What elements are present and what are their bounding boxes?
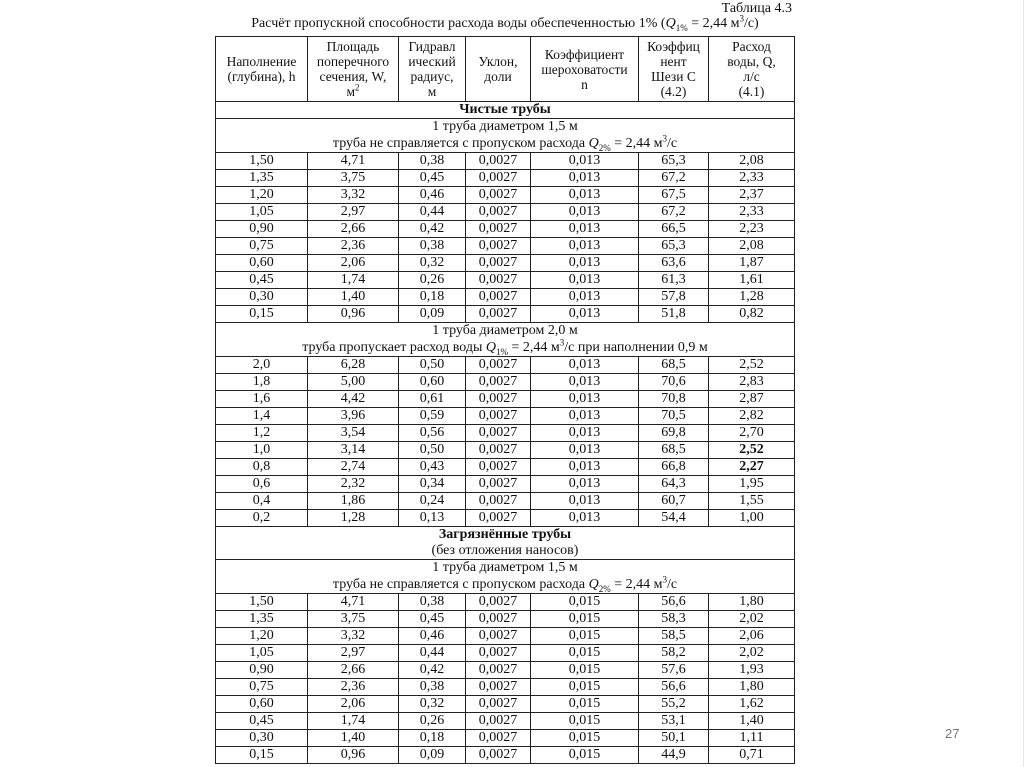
group-header-row	[216, 560, 795, 594]
cell-area: 2,97	[308, 645, 399, 662]
cell-fill-depth: 0,15	[216, 747, 308, 764]
cell-area: 2,36	[308, 679, 399, 696]
cell-roughness: 0,015	[531, 730, 639, 747]
cell-roughness: 0,013	[531, 170, 639, 187]
cell-slope: 0,0027	[466, 425, 531, 442]
group-header-row	[216, 323, 795, 357]
cell-area: 2,66	[308, 662, 399, 679]
table-row	[216, 679, 795, 696]
cell-roughness: 0,013	[531, 476, 639, 493]
cell-area: 2,36	[308, 238, 399, 255]
cell-flow: 2,70	[709, 425, 795, 442]
table-row	[216, 306, 795, 323]
table-row	[216, 594, 795, 611]
cell-chezy: 57,8	[639, 289, 709, 306]
cell-area: 4,42	[308, 391, 399, 408]
table-row	[216, 662, 795, 679]
cell-area: 2,74	[308, 459, 399, 476]
cell-hydraulic-radius: 0,18	[399, 289, 466, 306]
cell-hydraulic-radius: 0,44	[399, 204, 466, 221]
header-chezy-coefficient: Коэффиц нент Шези С (4.2)	[639, 37, 709, 102]
table-row	[216, 238, 795, 255]
cell-roughness: 0,013	[531, 255, 639, 272]
cell-chezy: 68,5	[639, 442, 709, 459]
cell-flow: 2,08	[709, 153, 795, 170]
cell-fill-depth: 1,8	[216, 374, 308, 391]
cell-roughness: 0,013	[531, 204, 639, 221]
cell-flow: 1,11	[709, 730, 795, 747]
cell-fill-depth: 0,30	[216, 289, 308, 306]
cell-roughness: 0,013	[531, 272, 639, 289]
cell-flow: 2,82	[709, 408, 795, 425]
cell-slope: 0,0027	[466, 357, 531, 374]
cell-chezy: 70,8	[639, 391, 709, 408]
cell-hydraulic-radius: 0,38	[399, 153, 466, 170]
cell-area: 0,96	[308, 747, 399, 764]
cell-chezy: 54,4	[639, 510, 709, 527]
cell-chezy: 51,8	[639, 306, 709, 323]
cell-hydraulic-radius: 0,18	[399, 730, 466, 747]
cell-slope: 0,0027	[466, 611, 531, 628]
table-body	[216, 102, 795, 764]
table-row	[216, 391, 795, 408]
group-line-1: 1 труба диаметром 2,0 м	[432, 323, 578, 338]
cell-area: 1,74	[308, 272, 399, 289]
cell-slope: 0,0027	[466, 408, 531, 425]
cell-slope: 0,0027	[466, 730, 531, 747]
cell-flow: 1,40	[709, 713, 795, 730]
cell-area: 1,40	[308, 730, 399, 747]
group-line2-sup: 3	[662, 573, 667, 584]
title-q-symbol: Q	[665, 16, 676, 31]
table-row	[216, 628, 795, 645]
cell-roughness: 0,013	[531, 408, 639, 425]
cell-roughness: 0,015	[531, 594, 639, 611]
cell-slope: 0,0027	[466, 747, 531, 764]
group-line-1: 1 труба диаметром 1,5 м	[432, 560, 578, 575]
table-row	[216, 187, 795, 204]
cell-fill-depth: 1,05	[216, 204, 308, 221]
cell-area: 3,75	[308, 170, 399, 187]
cell-chezy: 66,8	[639, 459, 709, 476]
cell-flow: 1,87	[709, 255, 795, 272]
group-line2-value: = 2,44 м	[610, 135, 663, 151]
cell-fill-depth: 0,4	[216, 493, 308, 510]
header-cross-section-area: Площадь поперечного сечения, W, $м^2$	[308, 37, 399, 102]
cell-slope: 0,0027	[466, 442, 531, 459]
cell-roughness: 0,015	[531, 679, 639, 696]
cell-fill-depth: 0,15	[216, 306, 308, 323]
cell-fill-depth: 1,0	[216, 442, 308, 459]
cell-roughness: 0,015	[531, 645, 639, 662]
table-row	[216, 459, 795, 476]
cell-chezy: 64,3	[639, 476, 709, 493]
table-row	[216, 645, 795, 662]
cell-roughness: 0,013	[531, 425, 639, 442]
table-row	[216, 255, 795, 272]
cell-flow: 2,33	[709, 170, 795, 187]
group-line2-q: Q	[485, 339, 497, 355]
cell-fill-depth: 1,4	[216, 408, 308, 425]
cell-fill-depth: 0,8	[216, 459, 308, 476]
group-line2-sup: 3	[559, 336, 565, 347]
cell-slope: 0,0027	[466, 204, 531, 221]
group-line2-prefix: труба пропускает расход воды	[302, 339, 486, 355]
cell-fill-depth: 0,45	[216, 713, 308, 730]
cell-fill-depth: 2,0	[216, 357, 308, 374]
cell-chezy: 58,3	[639, 611, 709, 628]
table-row	[216, 357, 795, 374]
cell-slope: 0,0027	[466, 153, 531, 170]
header-slope: Уклон, доли	[466, 37, 531, 102]
cell-fill-depth: 1,2	[216, 425, 308, 442]
cell-hydraulic-radius: 0,50	[399, 357, 466, 374]
cell-flow: 1,55	[709, 493, 795, 510]
cell-hydraulic-radius: 0,34	[399, 476, 466, 493]
cell-roughness: 0,015	[531, 611, 639, 628]
cell-hydraulic-radius: 0,61	[399, 391, 466, 408]
cell-fill-depth: 0,2	[216, 510, 308, 527]
cell-hydraulic-radius: 0,38	[399, 679, 466, 696]
group-line-2	[216, 132, 794, 153]
table-row	[216, 713, 795, 730]
cell-area: 3,75	[308, 611, 399, 628]
cell-fill-depth: 0,60	[216, 696, 308, 713]
cell-slope: 0,0027	[466, 696, 531, 713]
cell-fill-depth: 0,90	[216, 221, 308, 238]
cell-flow: 2,37	[709, 187, 795, 204]
cell-area: 2,06	[308, 696, 399, 713]
cell-slope: 0,0027	[466, 628, 531, 645]
cell-roughness: 0,015	[531, 628, 639, 645]
group-line2-prefix: труба не справляется с пропуском расхода	[332, 576, 589, 592]
header-roughness-coefficient: Коэффициент шероховатости n	[531, 37, 639, 102]
table-row	[216, 747, 795, 764]
cell-hydraulic-radius: 0,50	[399, 442, 466, 459]
page-number: 27	[945, 726, 960, 741]
group-line2-sub: 1%	[496, 346, 509, 357]
cell-slope: 0,0027	[466, 238, 531, 255]
cell-hydraulic-radius: 0,46	[399, 628, 466, 645]
group-line2-end: /с при наполнении 0,9 м	[564, 339, 708, 355]
cell-area: 3,54	[308, 425, 399, 442]
cell-hydraulic-radius: 0,13	[399, 510, 466, 527]
table-row	[216, 408, 795, 425]
cell-chezy: 58,5	[639, 628, 709, 645]
table-row	[216, 374, 795, 391]
cell-chezy: 50,1	[639, 730, 709, 747]
cell-hydraulic-radius: 0,59	[399, 408, 466, 425]
cell-flow: 0,71	[709, 747, 795, 764]
cell-hydraulic-radius: 0,26	[399, 713, 466, 730]
cell-area: 3,32	[308, 628, 399, 645]
section-title	[216, 102, 795, 119]
cell-flow: 1,28	[709, 289, 795, 306]
cell-slope: 0,0027	[466, 374, 531, 391]
cell-slope: 0,0027	[466, 187, 531, 204]
group-line2-q: Q	[588, 576, 599, 592]
cell-slope: 0,0027	[466, 459, 531, 476]
cell-roughness: 0,013	[531, 289, 639, 306]
section-subtitle: (без отложения наносов)	[431, 543, 579, 558]
flow-capacity-table	[215, 36, 795, 764]
title-end: /с)	[743, 16, 759, 31]
cell-roughness: 0,015	[531, 747, 639, 764]
cell-chezy: 61,3	[639, 272, 709, 289]
cell-chezy: 56,6	[639, 679, 709, 696]
cell-area: 3,32	[308, 187, 399, 204]
cell-hydraulic-radius: 0,46	[399, 187, 466, 204]
header-row	[216, 37, 795, 102]
cell-fill-depth: 1,20	[216, 628, 308, 645]
cell-hydraulic-radius: 0,09	[399, 747, 466, 764]
table-row	[216, 272, 795, 289]
table-row	[216, 611, 795, 628]
cell-hydraulic-radius: 0,42	[399, 221, 466, 238]
cell-hydraulic-radius: 0,32	[399, 696, 466, 713]
group-line2-sup: 3	[662, 132, 667, 143]
table-row	[216, 425, 795, 442]
cell-area: 2,32	[308, 476, 399, 493]
cell-chezy: 57,6	[639, 662, 709, 679]
table-row	[216, 170, 795, 187]
cell-hydraulic-radius: 0,45	[399, 611, 466, 628]
cell-roughness: 0,013	[531, 357, 639, 374]
cell-chezy: 60,7	[639, 493, 709, 510]
cell-slope: 0,0027	[466, 272, 531, 289]
cell-chezy: 56,6	[639, 594, 709, 611]
table-row	[216, 289, 795, 306]
cell-roughness: 0,013	[531, 510, 639, 527]
cell-fill-depth: 0,60	[216, 255, 308, 272]
header-fill-depth: Наполнение (глубина), h	[216, 37, 308, 102]
cell-area: 1,86	[308, 493, 399, 510]
cell-roughness: 0,013	[531, 493, 639, 510]
cell-area: 5,00	[308, 374, 399, 391]
cell-flow: 2,08	[709, 238, 795, 255]
group-line2-value: = 2,44 м	[508, 339, 560, 355]
cell-area: 1,28	[308, 510, 399, 527]
cell-chezy: 65,3	[639, 153, 709, 170]
cell-chezy: 63,6	[639, 255, 709, 272]
cell-chezy: 67,2	[639, 204, 709, 221]
cell-roughness: 0,015	[531, 662, 639, 679]
group-line2-end: /с	[666, 135, 678, 151]
cell-hydraulic-radius: 0,32	[399, 255, 466, 272]
cell-roughness: 0,013	[531, 306, 639, 323]
cell-roughness: 0,013	[531, 153, 639, 170]
header-water-flow: Расход воды, Q, л/с (4.1)	[709, 37, 795, 102]
table-row	[216, 730, 795, 747]
cell-area: 3,96	[308, 408, 399, 425]
cell-chezy: 53,1	[639, 713, 709, 730]
cell-hydraulic-radius: 0,42	[399, 662, 466, 679]
cell-slope: 0,0027	[466, 391, 531, 408]
cell-flow: 2,52	[709, 357, 795, 374]
cell-flow: 0,82	[709, 306, 795, 323]
cell-slope: 0,0027	[466, 510, 531, 527]
cell-chezy: 58,2	[639, 645, 709, 662]
cell-chezy: 44,9	[639, 747, 709, 764]
group-description	[216, 323, 795, 357]
cell-roughness: 0,013	[531, 459, 639, 476]
cell-flow: 1,93	[709, 662, 795, 679]
cell-hydraulic-radius: 0,60	[399, 374, 466, 391]
cell-fill-depth: 1,35	[216, 170, 308, 187]
table-row	[216, 204, 795, 221]
table-row	[216, 510, 795, 527]
cell-flow: 2,27	[709, 459, 795, 476]
cell-fill-depth: 1,50	[216, 594, 308, 611]
cell-slope: 0,0027	[466, 662, 531, 679]
cell-fill-depth: 1,05	[216, 645, 308, 662]
header-hydraulic-radius: Гидравл ический радиус, м	[399, 37, 466, 102]
cell-chezy: 70,5	[639, 408, 709, 425]
cell-fill-depth: 0,6	[216, 476, 308, 493]
cell-slope: 0,0027	[466, 679, 531, 696]
cell-slope: 0,0027	[466, 255, 531, 272]
cell-chezy: 69,8	[639, 425, 709, 442]
group-line-2	[216, 336, 794, 357]
cell-fill-depth: 0,75	[216, 238, 308, 255]
cell-flow: 2,02	[709, 645, 795, 662]
cell-roughness: 0,013	[531, 442, 639, 459]
cell-fill-depth: 1,6	[216, 391, 308, 408]
cell-chezy: 67,2	[639, 170, 709, 187]
cell-flow: 2,83	[709, 374, 795, 391]
cell-roughness: 0,013	[531, 238, 639, 255]
cell-roughness: 0,015	[531, 696, 639, 713]
cell-area: 2,66	[308, 221, 399, 238]
group-line-1: 1 труба диаметром 1,5 м	[432, 119, 578, 134]
cell-roughness: 0,015	[531, 713, 639, 730]
cell-hydraulic-radius: 0,38	[399, 594, 466, 611]
cell-flow: 2,02	[709, 611, 795, 628]
group-line2-sub: 2%	[598, 583, 611, 594]
table-row	[216, 221, 795, 238]
cell-fill-depth: 0,30	[216, 730, 308, 747]
cell-slope: 0,0027	[466, 645, 531, 662]
group-line2-prefix: труба не справляется с пропуском расхода	[332, 135, 589, 151]
cell-slope: 0,0027	[466, 289, 531, 306]
cell-roughness: 0,013	[531, 391, 639, 408]
group-description	[216, 119, 795, 153]
cell-fill-depth: 0,90	[216, 662, 308, 679]
group-line2-sub: 2%	[598, 142, 611, 153]
table-row	[216, 442, 795, 459]
cell-slope: 0,0027	[466, 476, 531, 493]
cell-fill-depth: 1,35	[216, 611, 308, 628]
cell-roughness: 0,013	[531, 187, 639, 204]
title-unit-sup: 3	[739, 13, 744, 24]
cell-area: 0,96	[308, 306, 399, 323]
table-row	[216, 696, 795, 713]
section-title	[216, 527, 795, 560]
title-q-subscript: 1%	[675, 22, 688, 33]
cell-flow: 1,62	[709, 696, 795, 713]
cell-slope: 0,0027	[466, 713, 531, 730]
cell-hydraulic-radius: 0,26	[399, 272, 466, 289]
group-line2-value: = 2,44 м	[610, 576, 663, 592]
cell-area: 4,71	[308, 594, 399, 611]
cell-hydraulic-radius: 0,56	[399, 425, 466, 442]
cell-flow: 2,06	[709, 628, 795, 645]
cell-chezy: 68,5	[639, 357, 709, 374]
cell-area: 2,97	[308, 204, 399, 221]
cell-fill-depth: 1,20	[216, 187, 308, 204]
cell-roughness: 0,013	[531, 221, 639, 238]
group-line2-q: Q	[588, 135, 599, 151]
cell-area: 4,71	[308, 153, 399, 170]
cell-chezy: 67,5	[639, 187, 709, 204]
cell-slope: 0,0027	[466, 594, 531, 611]
cell-flow: 1,95	[709, 476, 795, 493]
cell-flow: 1,80	[709, 594, 795, 611]
title-prefix: Расчёт пропускной способности расхода воды обеспеченностью 1% (	[251, 16, 666, 31]
group-line2-end: /с	[666, 576, 678, 592]
cell-flow: 1,61	[709, 272, 795, 289]
cell-slope: 0,0027	[466, 221, 531, 238]
section-header-row	[216, 102, 795, 119]
cell-slope: 0,0027	[466, 170, 531, 187]
cell-chezy: 55,2	[639, 696, 709, 713]
table-row	[216, 476, 795, 493]
table-row	[216, 493, 795, 510]
cell-hydraulic-radius: 0,38	[399, 238, 466, 255]
section-header-row	[216, 527, 795, 560]
cell-flow: 1,80	[709, 679, 795, 696]
cell-flow: 2,23	[709, 221, 795, 238]
cell-area: 6,28	[308, 357, 399, 374]
section-title-text: Чистые трубы	[459, 102, 551, 117]
cell-flow: 1,00	[709, 510, 795, 527]
title-value: = 2,44 м	[687, 16, 740, 31]
group-header-row	[216, 119, 795, 153]
cell-roughness: 0,013	[531, 374, 639, 391]
table-caption: Таблица 4.3	[721, 1, 792, 16]
cell-chezy: 66,5	[639, 221, 709, 238]
group-description	[216, 560, 795, 594]
cell-area: 2,06	[308, 255, 399, 272]
cell-hydraulic-radius: 0,09	[399, 306, 466, 323]
cell-chezy: 65,3	[639, 238, 709, 255]
cell-hydraulic-radius: 0,24	[399, 493, 466, 510]
cell-hydraulic-radius: 0,45	[399, 170, 466, 187]
cell-flow: 2,52	[709, 442, 795, 459]
group-line-2	[216, 573, 794, 594]
cell-hydraulic-radius: 0,44	[399, 645, 466, 662]
cell-fill-depth: 0,45	[216, 272, 308, 289]
cell-flow: 2,87	[709, 391, 795, 408]
cell-slope: 0,0027	[466, 306, 531, 323]
table-row	[216, 153, 795, 170]
cell-area: 3,14	[308, 442, 399, 459]
cell-chezy: 70,6	[639, 374, 709, 391]
cell-area: 1,74	[308, 713, 399, 730]
section-title-text: Загрязнённые трубы	[438, 527, 572, 542]
cell-area: 1,40	[308, 289, 399, 306]
table-title	[205, 15, 805, 33]
cell-flow: 2,33	[709, 204, 795, 221]
cell-fill-depth: 1,50	[216, 153, 308, 170]
cell-fill-depth: 0,75	[216, 679, 308, 696]
cell-hydraulic-radius: 0,43	[399, 459, 466, 476]
cell-slope: 0,0027	[466, 493, 531, 510]
